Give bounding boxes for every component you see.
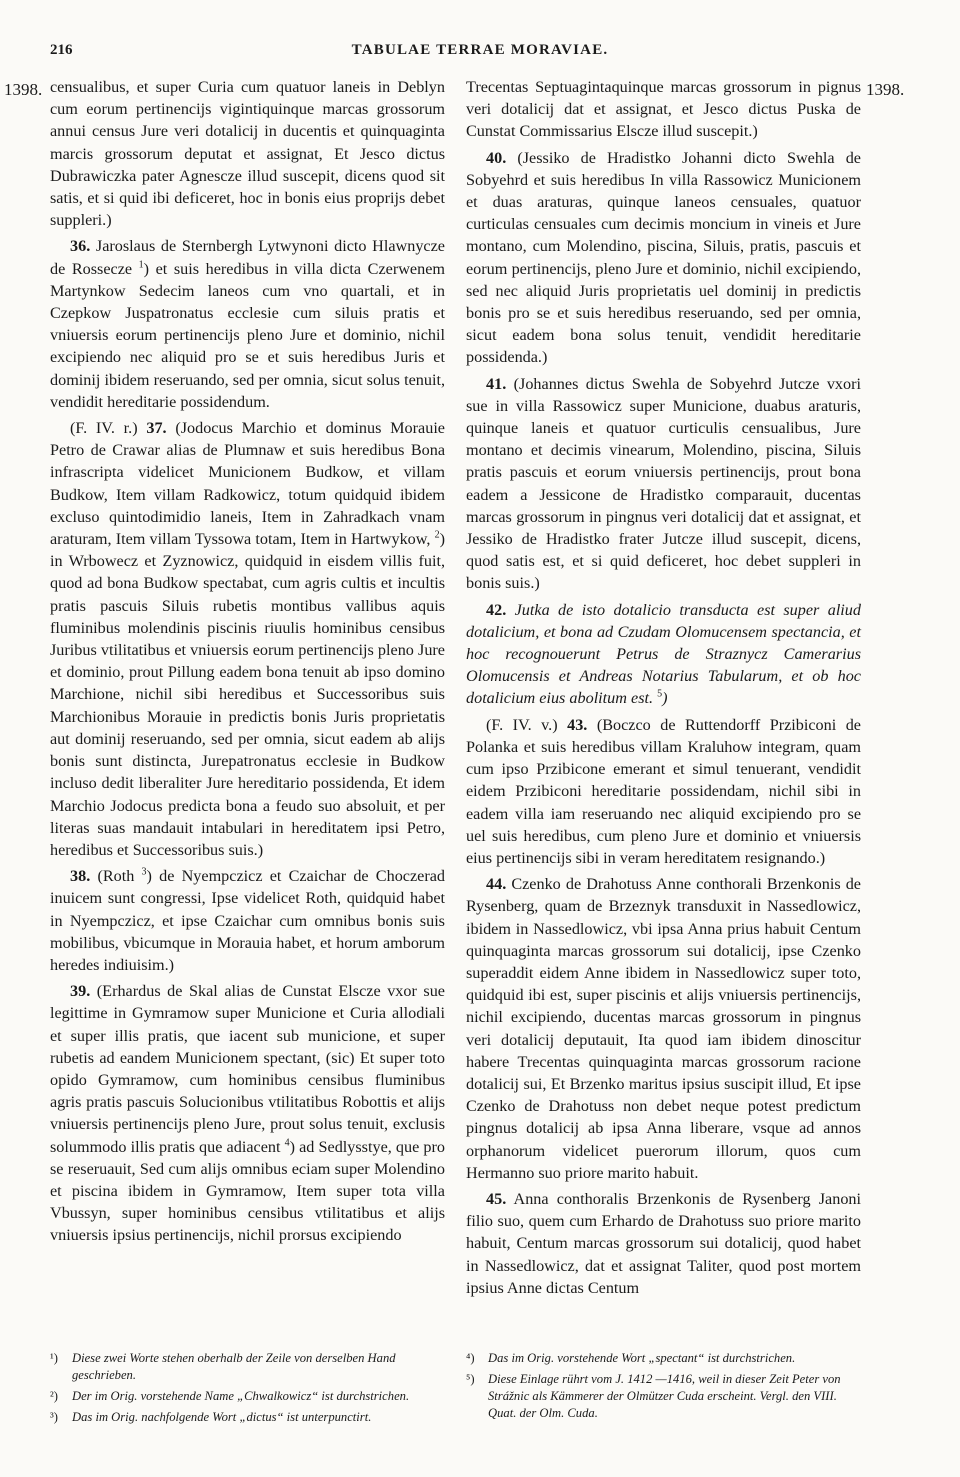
paragraph: censualibus, et super Curia cum quatuor laneis in Deblyn cum eorum pertinencijs vigintiquinque marcas grossorum annui census Jure veri dotalicij in ducentis et quinquaginta marcis grossorum deputat et assignat, Et Jesco dictus Dubrawiczka pater Agnescze illud suscepit, dicens quod sit satis, et si quid ibi deficeret, hoc in bonis eius proprijs debet suppleri.) <box>50 78 445 230</box>
folio-ref: (F. IV. r.) <box>70 419 147 438</box>
entry-number: 44. <box>486 875 507 894</box>
entry-36: 36. Jaroslaus de Sternbergh Lytwynoni dicto Hlawnycze de Rossecze $^1$) et suis heredibus in villa dicta Czerwenem Martynkow Sedecim laneos cum vno quartali, et in Czepkow Juspatronatus ecclesie cum siluis pratis et vniuersis eorum pertinencijs pleno Jure et dominio, nichil excipiendo nec aliquid pro se et suis heredibus Juris et dominij ibidem reseruando, sed per omnia, sicut solus tenuit, vendidit hereditarie possidendum. <box>50 237 445 411</box>
page-header <box>0 42 960 66</box>
entry-45: 45. Anna conthoralis Brzenkonis de Rysenberg Janoni filio suo, quem cum Erhardo de Drahotuss suo priore marito habuit, Centum marcas grossorum sui dotalicij, quod habet in Nassedlowicz, dat et assignat Taliter, quod post mortem ipsius Anne dictas Centum <box>466 1189 861 1297</box>
footnote: ³) Das im Orig. nachfolgende Wort „dictus“ ist unterpunctirt. <box>50 1410 372 1424</box>
entry-number: 43. <box>567 715 588 734</box>
margin-year-right: 1398. <box>866 80 905 99</box>
entry-40: 40. (Jessiko de Hradistko Johanni dicto Swehla de Sobyehrd et suis heredibus In villa Rassowicz Municionem et duas araturas, quinque laneos censuales, quatuor curticulas censuales cum decimis moncium in vineis et Jure montano, cum Molendino, piscina, Siluis, pratis, pascuis et eorum pertinencijs, pleno Jure et dominio, nichil excipiendo, sed nec aliquid Juris proprietatis uel dominij in predictis bonis pro se et suis heredibus reseruando, sed per omnia, sicut eadem bona solus tenuit, vendidit hereditarie possidenda.) <box>466 148 861 367</box>
entry-number: 41. <box>486 374 507 393</box>
entry-38: 38. (Roth $^3$) de Nyempczicz et Czaichar de Choczerad inuicem sunt congressi, Ipse videlicet Roth, quidquid habet in Nyempczicz, et ipse Czaichar cum omnibus bonis suis mobilibus, vbicumque in Morauia habet, et horum amborum heredes indiuisim.) <box>50 866 446 974</box>
footnote-ref: 3 <box>141 866 147 878</box>
entry-number: 42. <box>486 600 507 619</box>
entry-number: 37. <box>146 419 167 438</box>
footnote-ref: 4 <box>284 1137 290 1149</box>
footnote-ref: 5 <box>657 689 663 701</box>
folio-ref: (F. IV. v.) <box>486 715 568 734</box>
right-column <box>466 76 861 1299</box>
footnote: ⁵) Diese Einlage rührt vom J. 1412 —1416, weil in dieser Zeit Peter von Strážnic als Kämmerer der Olmützer Cuda erscheint. Vergl. den VIII. Quat. der Olm. Cuda. <box>466 1372 841 1420</box>
footnotes-left <box>50 1350 445 1430</box>
entry-37: (F. IV. r.) 37. (Jodocus Marchio et dominus Morauie Petro de Crawar alias de Plumnaw et suis heredibus Bona infrascripta videlicet Municionem Budkow, et villam Budkow, Item villam Radkowicz, totum quidquid ibidem excluso quintodimidio laneis, Item in Zahradkach vnam araturam, Item villam Tyssowa totam, Item in Hartwykow, $^2$) in Wrbowecz et Zyznowicz, quidquid in eisdem villis fuit, quod ad bona Budkow spectabat, cum agris cultis et incultis pratis pascuis Siluis rubetis montibus vallibus aquis fluminibus molendinis piscinis riuulis hominibus censibus Juribus vtilitatibus et vniuersis eorum pertinencijs pleno Jure et dominio, prout Pillung eadem bona tenuit ab ipso domino Marchione, nichil sibi heredibus et Successoribus suis Marchionibus Morauie in predictis bonis Juris proprietatis aut dominij reseruando, sed per omnia, sicut eadem ab alijs bonis sunt distincta, Jurepatronatus ecclesie in Budkow incluso dedit liberaliter Jure hereditario possidenda, Et idem Marchio Jodocus predicta bona a feudo suo absoluit, et per literas suas mandauit intabulari in hereditatem ipsi Petro, heredibus et Successoribus suis.) <box>50 419 445 859</box>
entry-42: 42. Jutka de isto dotalicio transducta est super aliud dotalicium, et bona ad Czudam Olomucensem spectancia, et hoc recognouerunt Petrus de Straznycz Camerarius Olomucensis et Andreas Notarius Tabularum, et ob hoc dotalicium eius abolitum est. $^5$) <box>466 600 861 708</box>
footnotes-right <box>466 1350 861 1426</box>
entry-number: 45. <box>486 1189 507 1208</box>
footnote-ref: 2 <box>434 529 440 541</box>
page-number: 216 <box>50 42 73 58</box>
entry-number: 39. <box>70 982 91 1001</box>
entry-44: 44. Czenko de Drahotuss Anne conthorali Brzenkonis de Rysenberg, quam de Brzeznyk transduxit in Nassedlowicz, ibidem in Nassedlowicz, vbi ipsa Anna prius habuit Centum quinquaginta marcas grossorum sui dotalicij, ipse Czenko superaddit eidem Anne ibidem in Nassedlowicz super toto, quidquid ibi est, super piscinis et alijs vniuersis pertinencijs, nichil excipiendo, ducentas marcas grossorum in pingnus veri dotalicij deputauit, Ita quod iam ibidem dinoscitur habere Trecentas quinquaginta marcas grossorum racione dotalicij sui, Et Brzenko maritus ipsius suscipit illud, Et ipse Czenko de Drahotuss non debet neque potest predictum pingnus dotalicij ab ipsa Anna liberare, vsque ad annos orphanorum videlicet puerorum illorum, quos cum Hermanno suo priore marito habuit. <box>466 875 861 1182</box>
entry-39: 39. (Erhardus de Skal alias de Cunstat Elscze vxor sue legittime in Gymramow super Municione et Curia allodiali et super illis pratis, que iacent sub municione, et super rubetis ad eandem Municionem spectant, (sic) Et super toto opido Gymramow, cum hominibus censibus fluminibus agris pratis pascuis Solucionibus vtilitatibus Robottis et alijs vniuersis pertinencijs pleno Jure, prout solus tenuit, exclusis solummodo illis pratis que adiacent $^4$) ad Sedlysstye, que pro se reseruauit, Sed cum alijs omnibus eciam super Molendino et piscina ibidem in Gymramow, Item super tota villa Vbussyn, super hominibus censibus vtilitatibus et alijs vniuersis ipsius pertinencijs, nichil prorsus excipiendo <box>50 982 445 1245</box>
entry-number: 36. <box>70 237 91 256</box>
margin-year-left: 1398. <box>4 80 43 99</box>
footnote-ref: 1 <box>138 259 144 271</box>
footnote: ²) Der im Orig. vorstehende Name „Chwalkowicz“ ist durchstrichen. <box>50 1389 410 1403</box>
paragraph: Trecentas Septuagintaquinque marcas grossorum in pignus veri dotalicij dat et assignat, et Jesco dictus Puska de Cunstat Commissarius Elscze illud suscepit.) <box>466 78 861 141</box>
entry-number: 40. <box>486 148 507 167</box>
entry-41: 41. (Johannes dictus Swehla de Sobyehrd Jutcze vxori sue in villa Rassowicz super Municione, duabus araturis, quinque laneis et quatuor curticulis censualibus, Jure montano et decimis vinearum, Molendino, piscina, Siluis pratis pascuis et eorum vniuersis pertinencijs, prout bona eadem a Jessicone de Hradistko comparauit, ducentas marcas grossorum in pingnus veri dotalicij dat et assignat, et Jessiko de Hradistko frater Jutcze illud suscepit, dicens, quod satis est, et si quid deficeret, hoc debet suppleri in bonis suis.) <box>466 374 861 593</box>
entry-number: 38. <box>70 867 91 886</box>
running-title: TABULAE TERRAE MORAVIAE. <box>351 42 609 58</box>
left-column <box>50 76 445 1247</box>
footnote: ⁴) Das im Orig. vorstehende Wort „spectant“ ist durchstrichen. <box>466 1351 796 1365</box>
footnote: ¹) Diese zwei Worte stehen oberhalb der Zeile von derselben Hand geschrieben. <box>50 1351 396 1382</box>
entry-43: (F. IV. v.) 43. (Boczco de Ruttendorff Przibiconi de Polanka et suis heredibus villam Kraluhow integram, quam cum ipso Przibicone emerant et simul tenuerant, vendidit eidem Przibiconi hereditarie possidendam, nichil sibi in eadem villa iam reseruando nec aliquid excipiendo pro se uel suis heredibus, cum pleno Jure et dominio et vniuersis eius pertinencijs sibi in veram hereditatem resignando.) <box>466 715 861 867</box>
